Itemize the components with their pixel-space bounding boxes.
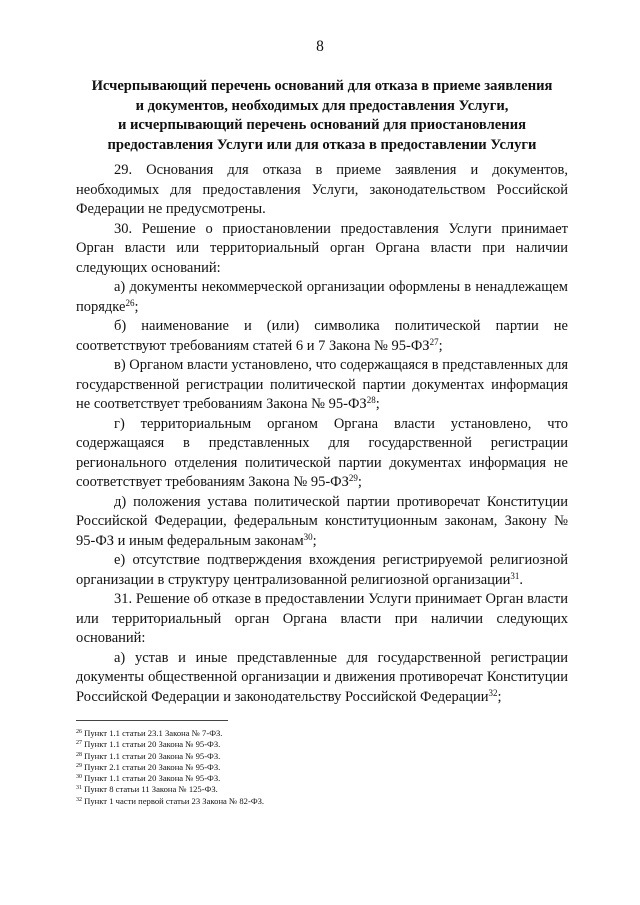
paragraph-29 xyxy=(76,161,568,220)
page-number: 8 xyxy=(316,38,324,55)
footnote-number: 31 xyxy=(76,785,82,792)
footnote-text: Пункт 1.1 статьи 23.1 Закона № 7-ФЗ. xyxy=(82,728,223,738)
footnote-separator xyxy=(76,720,228,721)
paragraph-text: б) наименование и (или) символика политической партии не соответствуют требованиям статей 6 и 7 Закона № 95-ФЗ xyxy=(76,318,568,354)
footnote-ref[interactable]: 31 xyxy=(510,570,520,581)
paragraph-tail: ; xyxy=(134,298,139,315)
paragraph-text: 29. Основания для отказа в приеме заявления и документов, необходимых для предоставления Услуги, законодательством Российской Федерации не предусмотрены. xyxy=(76,162,568,217)
footnote-27 xyxy=(76,739,568,750)
section-heading xyxy=(76,77,568,155)
paragraph-tail: ; xyxy=(357,474,362,490)
footnote-text: Пункт 2.1 статьи 20 Закона № 95-ФЗ. xyxy=(82,761,221,772)
paragraph-30-v xyxy=(76,356,568,415)
paragraph-tail: . xyxy=(519,571,524,588)
heading-line: и документов, необходимых для предоставления Услуги, xyxy=(135,97,509,114)
footnote-ref[interactable]: 27 xyxy=(429,336,439,347)
paragraph-30-d xyxy=(76,493,568,552)
footnote-ref[interactable]: 32 xyxy=(488,687,498,698)
paragraph-text: е) отсутствие подтверждения вхождения регистрируемой религиозной организации в структуру централизованной религиозной организации xyxy=(76,552,568,588)
paragraph-text: д) положения устава политической партии противоречат Конституции Российской Федерации, федеральным конституционным законам, Закону № 95-ФЗ и иным федеральным законам xyxy=(76,493,568,549)
paragraph-30-a xyxy=(76,278,568,317)
footnote-ref[interactable]: 30 xyxy=(303,531,313,542)
heading-line: и исчерпывающий перечень оснований для приостановления xyxy=(117,117,527,133)
paragraph-tail: ; xyxy=(312,532,317,549)
paragraph-31-a xyxy=(76,649,568,708)
footnote-text: Пункт 1.1 статьи 20 Закона № 95-ФЗ. xyxy=(82,739,221,750)
paragraph-tail: ; xyxy=(438,337,443,354)
footnote-text: Пункт 1 части первой статьи 23 Закона № 82-ФЗ. xyxy=(82,795,265,806)
footnote-26 xyxy=(76,728,568,739)
footnote-31 xyxy=(76,784,568,795)
footnote-28 xyxy=(76,751,568,762)
footnote-number: 30 xyxy=(76,774,82,781)
footnote-ref[interactable]: 28 xyxy=(366,395,376,405)
footnote-30 xyxy=(76,773,568,784)
footnote-ref[interactable]: 29 xyxy=(348,473,358,483)
paragraph-text: а) документы некоммерческой организации оформлены в ненадлежащем порядке xyxy=(76,279,568,315)
footnote-32 xyxy=(76,796,568,807)
footnotes xyxy=(76,728,568,807)
footnote-number: 26 xyxy=(76,729,82,735)
footnote-number: 27 xyxy=(76,740,82,747)
footnote-number: 32 xyxy=(76,796,82,803)
paragraph-text: а) устав и иные представленные для государственной регистрации документы общественной организации и движения противоречат Конституции Российской Федерации и законодательству Российской Федерации xyxy=(76,649,568,705)
paragraph-text: 31. Решение об отказе в предоставлении Услуги принимает Орган власти или территориальный орган Органа власти при наличии следующих оснований: xyxy=(76,591,568,646)
document-body xyxy=(76,161,568,707)
paragraph-tail: ; xyxy=(497,688,502,705)
footnote-text: Пункт 1.1 статьи 20 Закона № 95-ФЗ. xyxy=(82,750,221,761)
footnote-text: Пункт 1.1 статьи 20 Закона № 95-ФЗ. xyxy=(82,773,221,784)
footnote-number: 29 xyxy=(76,762,82,769)
footnote-ref[interactable]: 26 xyxy=(125,297,135,308)
paragraph-31 xyxy=(76,590,568,649)
paragraph-30-e xyxy=(76,551,568,590)
paragraph-tail: ; xyxy=(375,396,380,412)
footnote-number: 28 xyxy=(76,751,82,758)
paragraph-30-b xyxy=(76,317,568,356)
footnote-text: Пункт 8 статьи 11 Закона № 125-ФЗ. xyxy=(82,784,218,795)
paragraph-text: 30. Решение о приостановлении предоставления Услуги принимает Орган власти или территориальный орган Органа власти при наличии следующих оснований: xyxy=(76,220,568,276)
footnote-29 xyxy=(76,762,568,773)
paragraph-30-g xyxy=(76,415,568,493)
heading-line: предоставления Услуги или для отказа в предоставлении Услуги xyxy=(107,136,537,153)
heading-line: Исчерпывающий перечень оснований для отказа в приеме заявления xyxy=(91,78,553,94)
paragraph-text: в) Органом власти установлено, что содержащаяся в представленных для государственной регистрации политической партии документах информация не соответствует требованиям Закона № 95-ФЗ xyxy=(76,357,568,412)
paragraph-30 xyxy=(76,220,568,279)
paragraph-text: г) территориальным органом Органа власти установлено, что содержащаяся в представленных для государственной регистрации регионального отделения политической партии документах информация не соответствует требованиям Закона № 95-ФЗ xyxy=(76,415,568,490)
